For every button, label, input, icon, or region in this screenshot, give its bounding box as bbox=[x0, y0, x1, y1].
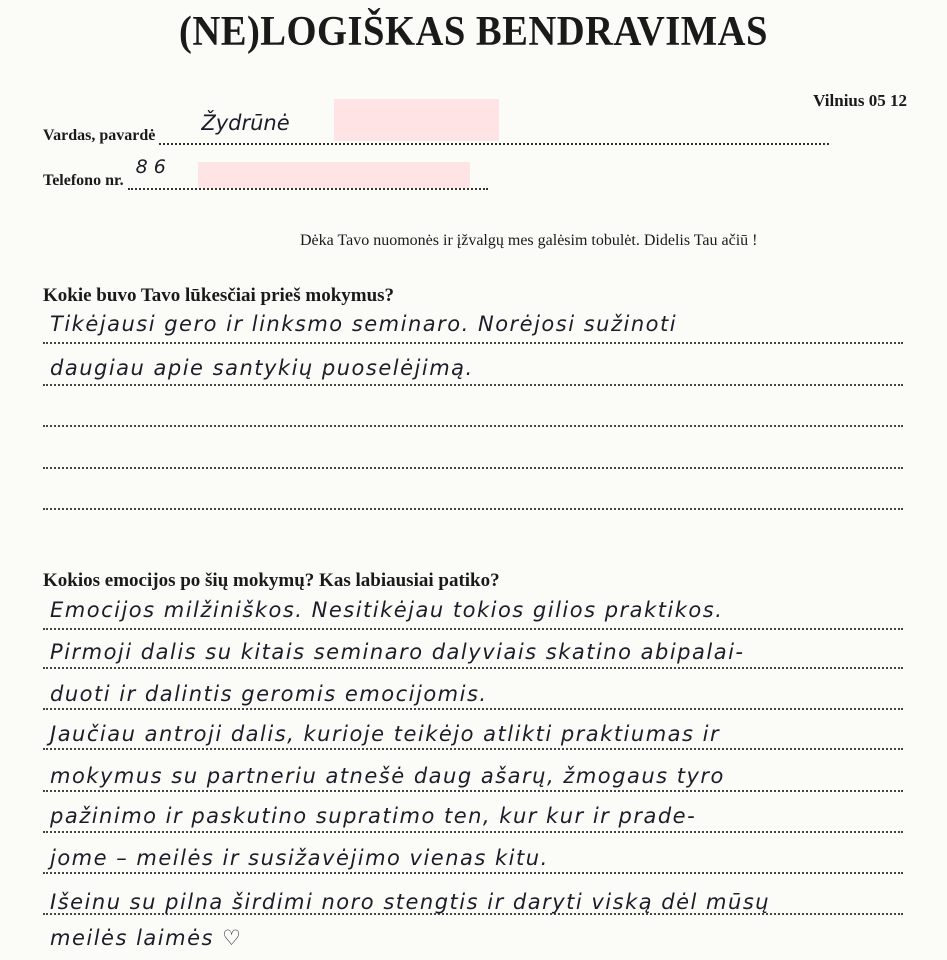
thanks-text: Dėka Tavo nuomonės ir įžvalgų mes galėsim tobulėt. Didelis Tau ačiū ! bbox=[300, 232, 758, 249]
answer-line bbox=[43, 667, 903, 669]
name-field bbox=[159, 111, 829, 145]
answer-text: jome – meilės ir susižavėjimo vienas kitu. bbox=[50, 846, 549, 870]
answer-text: meilės laimės ♡ bbox=[50, 926, 243, 950]
answer-text: daugiau apie santykių puoselėjimą. bbox=[50, 356, 474, 380]
phone-value: 8 6 bbox=[135, 156, 166, 178]
date-place: Vilnius 05 12 bbox=[813, 91, 907, 110]
answer-line bbox=[43, 425, 903, 427]
answer-line bbox=[43, 748, 903, 750]
answer-line bbox=[43, 790, 903, 792]
answer-text: pažinimo ir paskutino supratimo ten, kur kur ir prade- bbox=[50, 804, 697, 828]
page-title: (NE)LOGIŠKAS BENDRAVIMAS bbox=[179, 9, 768, 55]
answer-text: Išeinu su pilna širdimi noro stengtis ir daryti viską dėl mūsų bbox=[50, 890, 771, 914]
redaction-box bbox=[334, 99, 499, 141]
phone-label: Telefono nr. bbox=[43, 172, 124, 189]
name-row bbox=[43, 111, 829, 145]
name-value: Žydrūnė bbox=[201, 111, 290, 135]
answer-line bbox=[43, 708, 903, 710]
phone-row bbox=[43, 156, 488, 190]
answer-text: mokymus su partneriu atnešė daug ašarų, žmogaus tyro bbox=[50, 764, 725, 788]
phone-field bbox=[128, 156, 488, 190]
answer-line bbox=[43, 628, 903, 630]
redaction-box bbox=[198, 162, 470, 188]
name-label: Vardas, pavardė bbox=[43, 127, 156, 144]
answer-line bbox=[43, 831, 903, 833]
answer-line bbox=[43, 342, 903, 344]
answer-line bbox=[43, 467, 903, 469]
answer-text: Tikėjausi gero ir linksmo seminaro. Norėjosi sužinoti bbox=[50, 312, 678, 336]
question-emotions: Kokios emocijos po šių mokymų? Kas labiausiai patiko? bbox=[43, 570, 500, 591]
answer-text: Pirmoji dalis su kitais seminaro dalyviais skatino abipalai- bbox=[50, 640, 745, 664]
question-expectations: Kokie buvo Tavo lūkesčiai prieš mokymus? bbox=[43, 285, 395, 306]
answer-text: Emocijos milžiniškos. Nesitikėjau tokios gilios praktikos. bbox=[50, 598, 724, 622]
answer-line bbox=[43, 384, 903, 386]
answer-text: duoti ir dalintis geromis emocijomis. bbox=[50, 682, 488, 706]
answer-line bbox=[43, 872, 903, 874]
answer-line bbox=[43, 508, 903, 510]
answer-text: Jaučiau antroji dalis, kurioje teikėjo atlikti praktiumas ir bbox=[50, 722, 721, 746]
